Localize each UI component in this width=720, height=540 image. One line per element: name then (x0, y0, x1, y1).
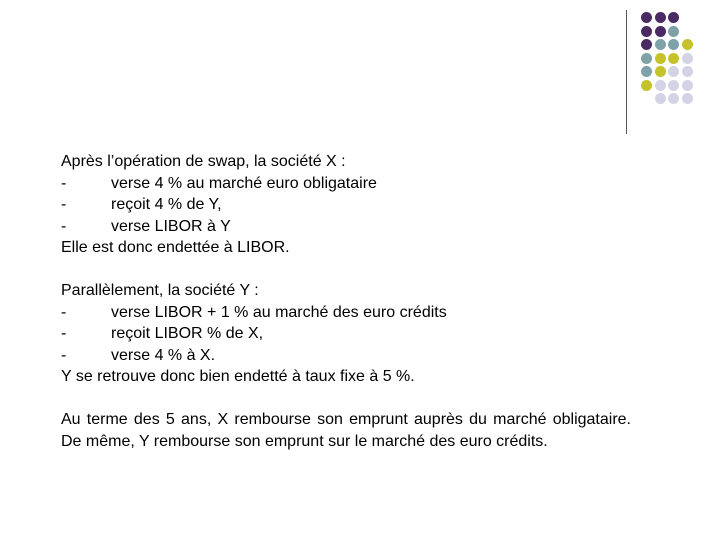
list-dash: - (61, 217, 67, 235)
section3-paragraph: Au terme des 5 ans, X rembourse son emprunt auprès du marché obligataire. De même, Y rembourse son emprunt sur le marché des euro crédits. (61, 411, 631, 450)
decorative-dot (641, 53, 652, 64)
list-item-text: reçoit 4 % de Y, (111, 196, 222, 213)
slide-content (61, 151, 631, 452)
decorative-dot (641, 12, 652, 23)
decorative-dot (668, 26, 679, 37)
section1-conclusion: Elle est donc endettée à LIBOR. (61, 239, 290, 256)
decorative-dot (668, 93, 679, 104)
list-item (61, 216, 631, 238)
decorative-dot (655, 80, 666, 91)
decorative-dot (668, 66, 679, 77)
decorative-dot (668, 80, 679, 91)
decorative-dot (655, 12, 666, 23)
decorative-dot (641, 26, 652, 37)
list-item-text: verse LIBOR à Y (111, 217, 231, 235)
decorative-dot (641, 80, 652, 91)
decorative-dot (668, 12, 679, 23)
decorative-dot (641, 39, 652, 50)
list-dash: - (61, 174, 67, 192)
list-item (61, 194, 631, 216)
decorative-dot (668, 39, 679, 50)
decorative-dot (682, 66, 693, 77)
list-item (61, 323, 631, 345)
decorative-dot (682, 39, 693, 50)
decorative-dot (641, 66, 652, 77)
decorative-dot (682, 93, 693, 104)
decorative-dot (655, 53, 666, 64)
section1-intro: Après l’opération de swap, la société X : (61, 153, 346, 170)
decorative-dot (682, 80, 693, 91)
list-dash: - (61, 346, 67, 364)
list-item-text: verse LIBOR + 1 % au marché des euro crédits (111, 303, 447, 321)
list-item-text: reçoit LIBOR % de X, (111, 325, 264, 342)
decorative-dot (668, 53, 679, 64)
section2-conclusion: Y se retrouve donc bien endetté à taux fixe à 5 %. (61, 368, 415, 385)
decorative-dot (655, 39, 666, 50)
decorative-dot (655, 66, 666, 77)
list-item (61, 345, 631, 367)
divider-line (626, 10, 627, 134)
list-dash: - (61, 303, 67, 321)
list-item (61, 302, 631, 324)
section2-intro: Parallèlement, la société Y : (61, 282, 259, 299)
list-dash: - (61, 325, 67, 342)
decorative-dot (682, 53, 693, 64)
list-dash: - (61, 196, 67, 213)
list-item (61, 173, 631, 195)
list-item-text: verse 4 % au marché euro obligataire (111, 174, 377, 192)
decorative-dot (655, 26, 666, 37)
decorative-dot (655, 93, 666, 104)
list-item-text: verse 4 % à X. (111, 346, 216, 364)
